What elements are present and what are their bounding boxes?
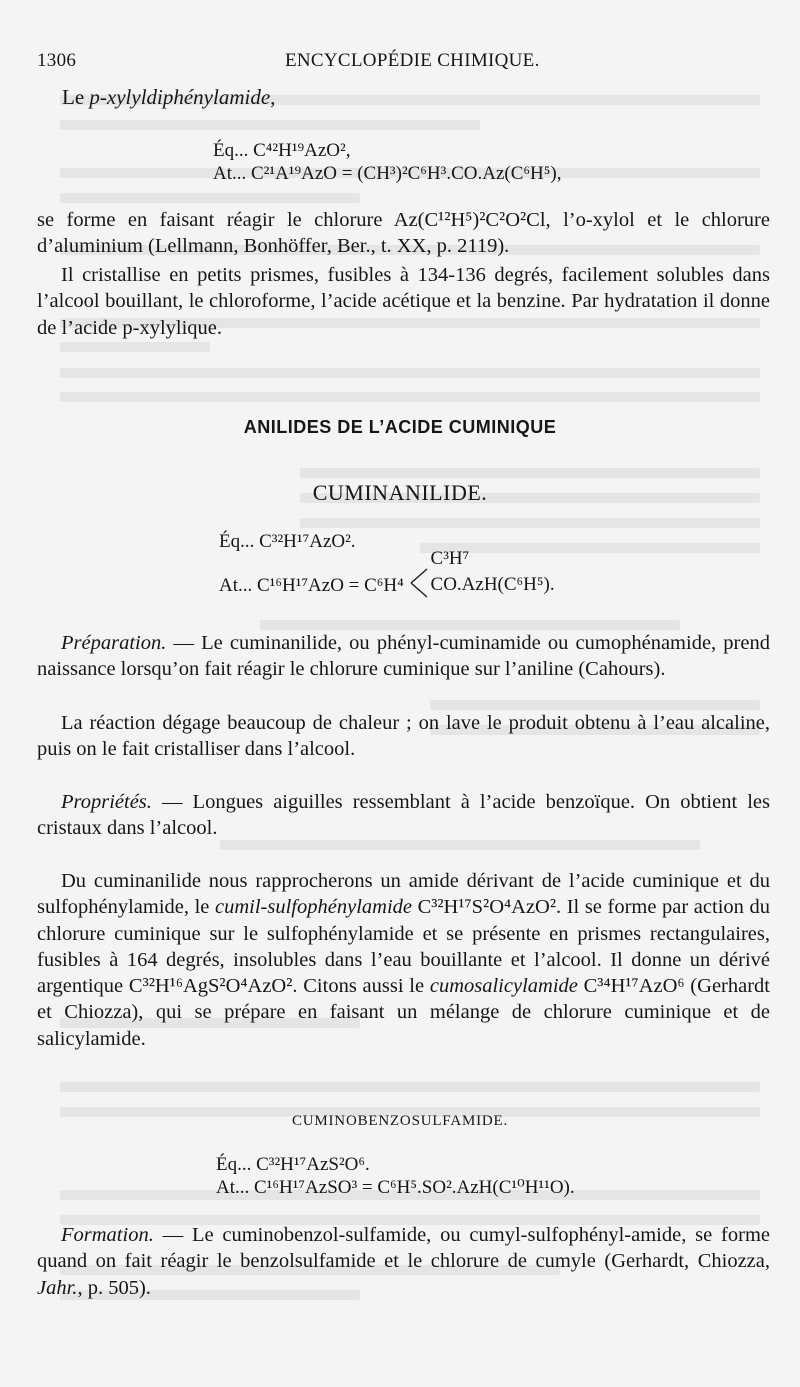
cuminobenzosulfamide-title: CUMINOBENZOSULFAMIDE.	[291, 1113, 509, 1129]
preparation-paragraph: Préparation. — Le cuminanilide, ou phényl-cuminamide ou cumophénamide, prend naissance lorsqu’on fait réagir le chlorure cuminique sur l’aniline (Cahours).	[37, 632, 770, 681]
page-number: 1306	[37, 50, 77, 71]
jahr-citation: Jahr.	[37, 1276, 78, 1299]
cumosalicylamide-name: cumosalicylamide	[429, 975, 578, 998]
reaction-paragraph: La réaction dégage beaucoup de chaleur ; on lave le produit obtenu à l’eau alcaline, puis on le fait cristalliser dans l’alcool.	[37, 712, 770, 761]
section-heading: ANILIDES DE L’ACIDE CUMINIQUE	[243, 417, 557, 437]
cuminanilide-title: CUMINANILIDE.	[312, 480, 488, 505]
branch-bond-lines	[409, 566, 429, 600]
xylyl-eq-formula: Éq... C⁴²H¹⁹AzO²,	[213, 140, 351, 161]
formation-paragraph: Formation. — Le cuminobenzol-sulfamide, ou cumyl-sulfophényl-amide, se forme quand on fait réagir le benzolsulfamide et le chlorure de cumyle (Gerhardt, Chiozza, Jahr., p. 505).	[37, 1224, 770, 1299]
properties-label: Propriétés.	[61, 791, 152, 813]
properties-paragraph: Propriétés. — Longues aiguilles ressemblant à l’acide benzoïque. On obtient les cristaux dans l’alcool.	[37, 791, 770, 840]
cuminobenzo-at-formula: At... C¹⁶H¹⁷AzSO³ = C⁶H⁵.SO².AzH(C¹⁰H¹¹O).	[216, 1177, 575, 1198]
related-amides-paragraph: Du cuminanilide nous rapprocherons un amide dérivant de l’acide cuminique et du sulfophénylamide, le cumil-sulfophénylamide C³²H¹⁷S²O⁴AzO². Il se forme par action du chlorure cuminique sur le sulfophénylamide et se présente en prismes rectangulaires, fusibles à 164 degrés, insolubles dans l’eau bouillante et l’alcool. Il donne un dérivé argentique C³²H¹⁶AgS²O⁴AzO². Citons aussi le cumosalicylamide C³⁴H¹⁷AzO⁶ (Gerhardt et Chiozza), qui se prépare en faisant un mélange de chlorure cuminique et de salicylamide.	[37, 870, 770, 1050]
xylyl-compound-name: Le p-xylyldiphénylamide,	[62, 85, 276, 109]
cuminanilide-eq-formula: Éq... C³²H¹⁷AzO².	[219, 531, 356, 552]
xylyl-formation-paragraph: se forme en faisant réagir le chlorure Az(C¹²H⁵)²C²O²Cl, l’o-xylol et le chlorure d’aluminium (Lellmann, Bonhöffer, Ber., t. XX, p. 2119).	[37, 209, 770, 258]
xylyl-at-formula: At... C²¹A¹⁹AzO = (CH³)²C⁶H³.CO.Az(C⁶H⁵),	[213, 163, 562, 184]
formula-branch	[409, 548, 555, 607]
xylyl-properties-paragraph: Il cristallise en petits prismes, fusibles à 134-136 degrés, facilement solubles dans l’alcool bouillant, le chloroforme, l’acide acétique et la benzine. Par hydratation il donne de l’acide p-xylylique.	[37, 264, 770, 339]
formation-label: Formation.	[61, 1224, 154, 1246]
preparation-label: Préparation.	[61, 632, 167, 654]
branch-bottom-group: CO.AzH(C⁶H⁵).	[430, 574, 555, 595]
cumil-sulfophenylamide-name: cumil-sulfophénylamide	[215, 896, 412, 919]
cuminanilide-at-formula: At... C¹⁶H¹⁷AzO = C⁶H⁴ C³H⁷ CO.AzH(C⁶H⁵).	[219, 566, 429, 607]
running-title: ENCYCLOPÉDIE CHIMIQUE.	[285, 50, 540, 71]
branch-top-group: C³H⁷	[430, 548, 470, 569]
cuminobenzo-eq-formula: Éq... C³²H¹⁷AzS²O⁶.	[216, 1154, 370, 1175]
